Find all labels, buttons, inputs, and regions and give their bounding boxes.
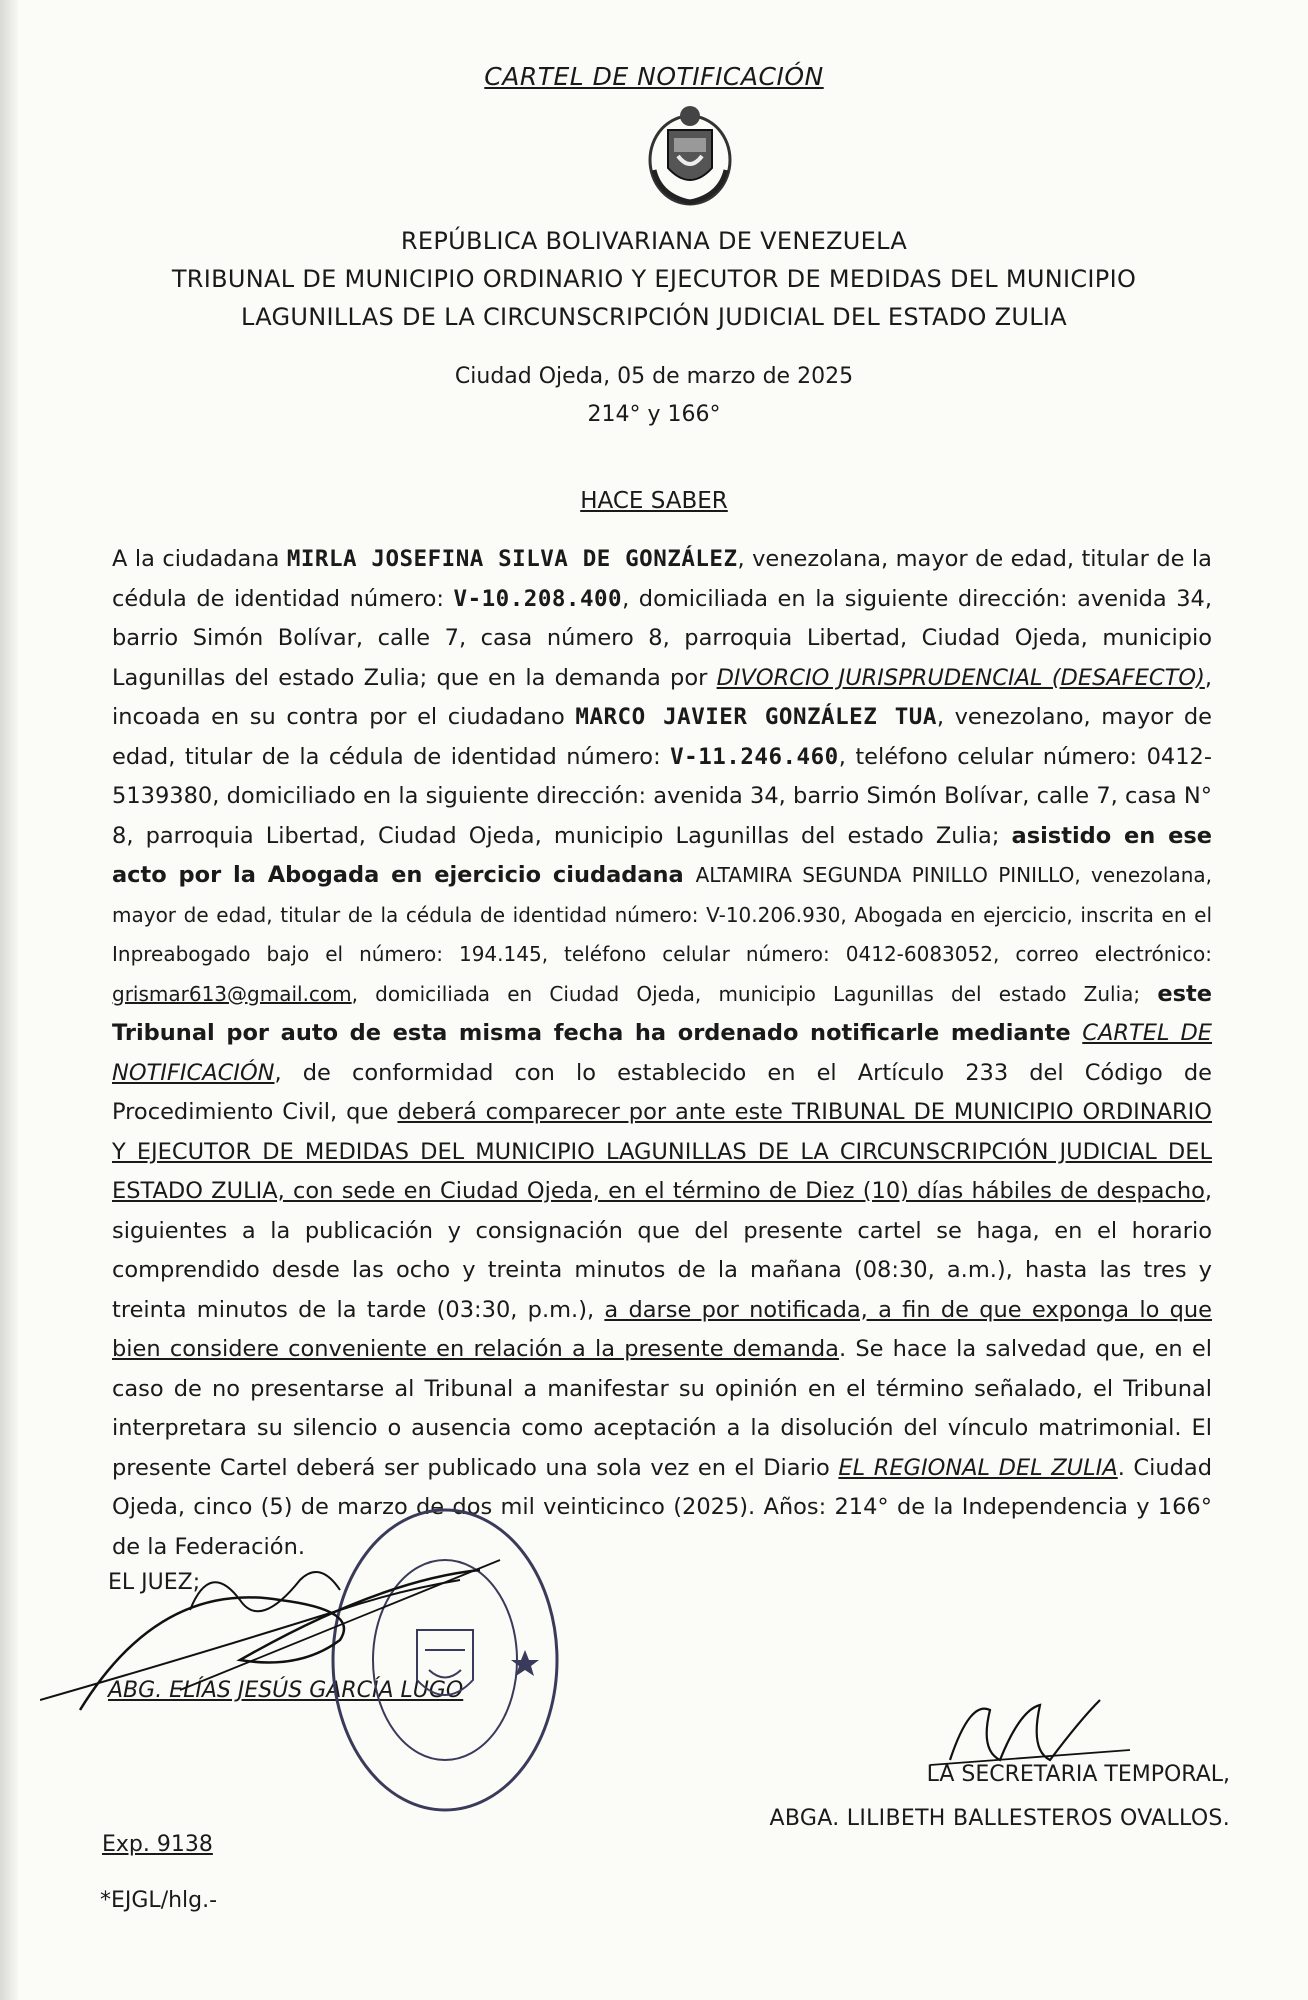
- body-text: , teléfono celular número: 0412-5139380, domiciliado en la siguiente dirección: avenida 34, barrio Simón Bolívar, calle 7, casa N° 8, parroquia Libertad, Ciudad Ojeda, municipio Lagunillas del estado Zulia;: [112, 743, 1212, 849]
- judge-name: ABG. ELÍAS JESÚS GARCÍA LUGO: [108, 1678, 464, 1703]
- body-text: , incoada en su contra por el ciudadano: [112, 664, 1213, 730]
- plaintiff-name: MARCO JAVIER GONZÁLEZ TUA: [575, 704, 937, 730]
- header-line-3: LAGUNILLAS DE LA CIRCUNSCRIPCIÓN JUDICIAL DEL ESTADO ZULIA: [240, 303, 1068, 331]
- body-text: este Tribunal por auto de esta misma fecha ha ordenado notificarle mediante: [112, 980, 1212, 1046]
- court-header: [0, 222, 1308, 336]
- body-text: , siguientes a la publicación y consignación que del presente cartel se haga, en el horario comprendido desde las ocho y treinta minutos de la mañana (08:30, a.m.), hasta las tres y treinta minutos de la tarde (03:30, p.m.),: [112, 1178, 1212, 1323]
- body-text: , domiciliada en la siguiente dirección: avenida 34, barrio Simón Bolívar, calle 7, casa número 8, parroquia Libertad, Ciudad Ojeda, municipio Lagunillas del estado Zulia; que en la demanda por: [112, 585, 1212, 691]
- notice-body: [112, 540, 1212, 1567]
- lawyer-email: grismar613@gmail.com: [112, 981, 352, 1006]
- secretary-label: LA SECRETARIA TEMPORAL,: [926, 1762, 1230, 1787]
- cartel-reference: CARTEL DE NOTIFICACIÓN: [112, 1020, 1212, 1086]
- demand-type: DIVORCIO JURISPRUDENCIAL (DESAFECTO): [716, 664, 1205, 691]
- notification-purpose: a darse por notificada, a fin de que exponga lo que bien considere conveniente en relación a la presente demanda: [112, 1296, 1212, 1362]
- body-paragraph: [112, 540, 1212, 1567]
- case-number: Exp. 9138: [102, 1832, 213, 1857]
- years-line: 214° y 166°: [587, 402, 721, 427]
- body-text: . Se hace la salvedad que, en el caso de no presentarse al Tribunal a manifestar su opinión en el término señalado, el Tribunal interpretara su silencio o ausencia como aceptación a la disolución del vínculo matrimonial. El presente Cartel deberá ser publicado una sola vez en el Diario: [112, 1336, 1212, 1481]
- body-text: , de conformidad con lo establecido en el Artículo 233 del Código de Procedimiento Civil, que: [112, 1059, 1212, 1125]
- defendant-name: MIRLA JOSEFINA SILVA DE GONZÁLEZ: [286, 546, 738, 572]
- body-text: , domiciliada en Ciudad Ojeda, municipio Lagunillas del estado Zulia;: [351, 981, 1158, 1006]
- document-title: CARTEL DE NOTIFICACIÓN: [484, 62, 824, 91]
- reference-initials: *EJGL/hlg.-: [100, 1888, 218, 1913]
- newspaper-name: EL REGIONAL DEL ZULIA: [838, 1454, 1118, 1481]
- lawyer-details: ALTAMIRA SEGUNDA PINILLO PINILLO, venezolana, mayor de edad, titular de la cédula de identidad número: V-10.206.930, Abogada en ejercicio, inscrita en el Inpreabogado bajo el número: 194.145, teléfono celular número: 0412-6083052, correo electrónico:: [112, 863, 1212, 966]
- secretary-name: ABGA. LILIBETH BALLESTEROS OVALLOS.: [769, 1806, 1230, 1831]
- body-text: , venezolana, mayor de edad, titular de la cédula de identidad número:: [112, 546, 1212, 612]
- body-text: . Ciudad Ojeda, cinco (5) de marzo de dos mil veinticinco (2025). Años: 214° de la Independencia y 166° de la Federación.: [112, 1454, 1212, 1560]
- date-line: Ciudad Ojeda, 05 de marzo de 2025: [454, 364, 854, 389]
- body-text: A la ciudadana: [112, 546, 287, 572]
- coat-of-arms-icon: [640, 100, 740, 210]
- header-line-2: TRIBUNAL DE MUNICIPIO ORDINARIO Y EJECUTOR DE MEDIDAS DEL MUNICIPIO: [171, 265, 1137, 293]
- defendant-id: V-10.208.400: [453, 585, 623, 612]
- plaintiff-id: V-11.246.460: [670, 743, 839, 770]
- body-text: , venezolano, mayor de edad, titular de la cédula de identidad número:: [112, 704, 1213, 770]
- header-line-1: REPÚBLICA BOLIVARIANA DE VENEZUELA: [400, 227, 908, 255]
- hace-saber-heading: HACE SABER: [580, 488, 728, 514]
- judge-signature: [40, 1540, 560, 1730]
- body-text: asistido en ese acto por la Abogada en ejercicio ciudadana: [112, 822, 1212, 888]
- date-block: [0, 358, 1308, 434]
- judge-label: EL JUEZ;: [108, 1570, 201, 1595]
- appearance-requirement: deberá comparecer por ante este TRIBUNAL DE MUNICIPIO ORDINARIO Y EJECUTOR DE MEDIDAS DEL MUNICIPIO LAGUNILLAS DE LA CIRCUNSCRIPCIÓN JUDICIAL DEL ESTADO ZULIA, con sede en Ciudad Ojeda, en el término de Diez (10) días hábiles de despacho: [112, 1099, 1212, 1204]
